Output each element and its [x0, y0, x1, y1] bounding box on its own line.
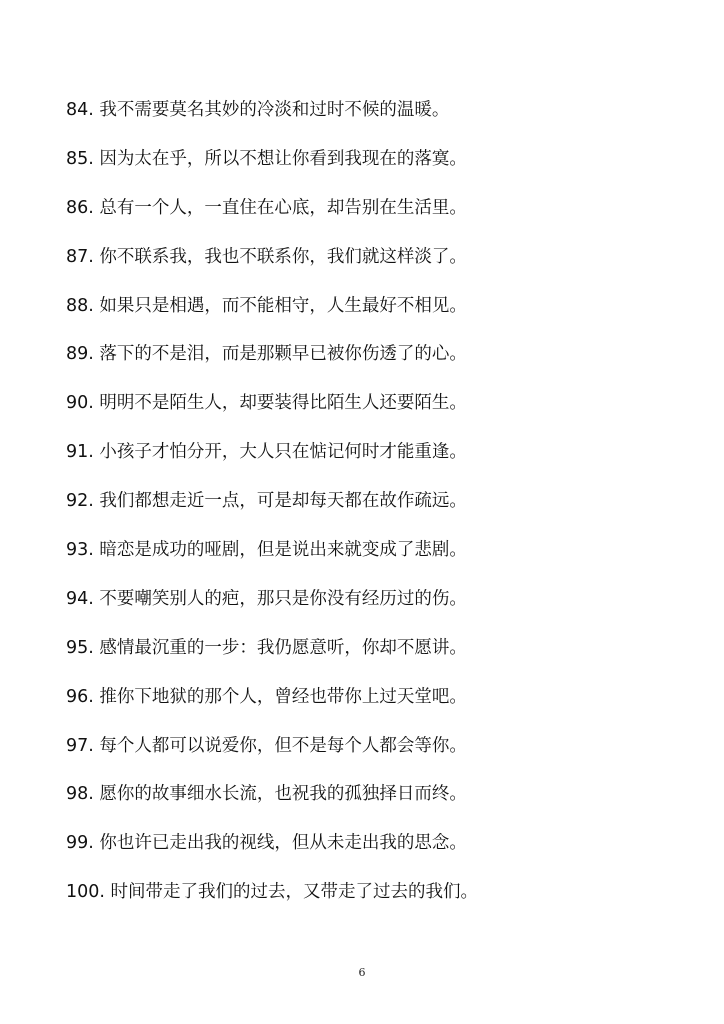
quote-line-91: 91. 小孩子才怕分开，大人只在惦记何时才能重逢。	[66, 442, 467, 463]
quote-line-92: 92. 我们都想走近一点，可是却每天都在故作疏远。	[66, 491, 467, 512]
quote-line-99: 99. 你也许已走出我的视线，但从未走出我的思念。	[66, 833, 467, 854]
quote-line-85: 85. 因为太在乎，所以不想让你看到我现在的落寞。	[66, 148, 467, 169]
page-number: 6	[358, 966, 366, 979]
quote-line-89: 89. 落下的不是泪，而是那颗早已被你伤透了的心。	[66, 344, 467, 365]
quote-line-94: 94. 不要嘲笑别人的疤，那只是你没有经历过的伤。	[66, 588, 467, 609]
quote-line-96: 96. 推你下地狱的那个人，曾经也带你上过天堂吧。	[66, 686, 467, 707]
quote-line-98: 98. 愿你的故事细水长流，也祝我的孤独择日而终。	[66, 784, 467, 805]
quote-line-87: 87. 你不联系我，我也不联系你，我们就这样淡了。	[66, 246, 467, 267]
quote-line-88: 88. 如果只是相遇，而不能相守，人生最好不相见。	[66, 295, 467, 316]
quote-line-97: 97. 每个人都可以说爱你，但不是每个人都会等你。	[66, 735, 467, 756]
quote-line-84: 84. 我不需要莫名其妙的冷淡和过时不候的温暖。	[66, 100, 450, 120]
quote-line-100: 100. 时间带走了我们的过去，又带走了过去的我们。	[66, 882, 479, 903]
quote-line-86: 86. 总有一个人，一直住在心底，却告别在生活里。	[66, 197, 467, 218]
quote-list	[66, 94, 478, 925]
quote-line-90: 90. 明明不是陌生人，却要装得比陌生人还要陌生。	[66, 393, 467, 414]
quote-line-93: 93. 暗恋是成功的哑剧，但是说出来就变成了悲剧。	[66, 540, 467, 561]
quote-line-95: 95. 感情最沉重的一步：我仍愿意听，你却不愿讲。	[66, 637, 467, 658]
